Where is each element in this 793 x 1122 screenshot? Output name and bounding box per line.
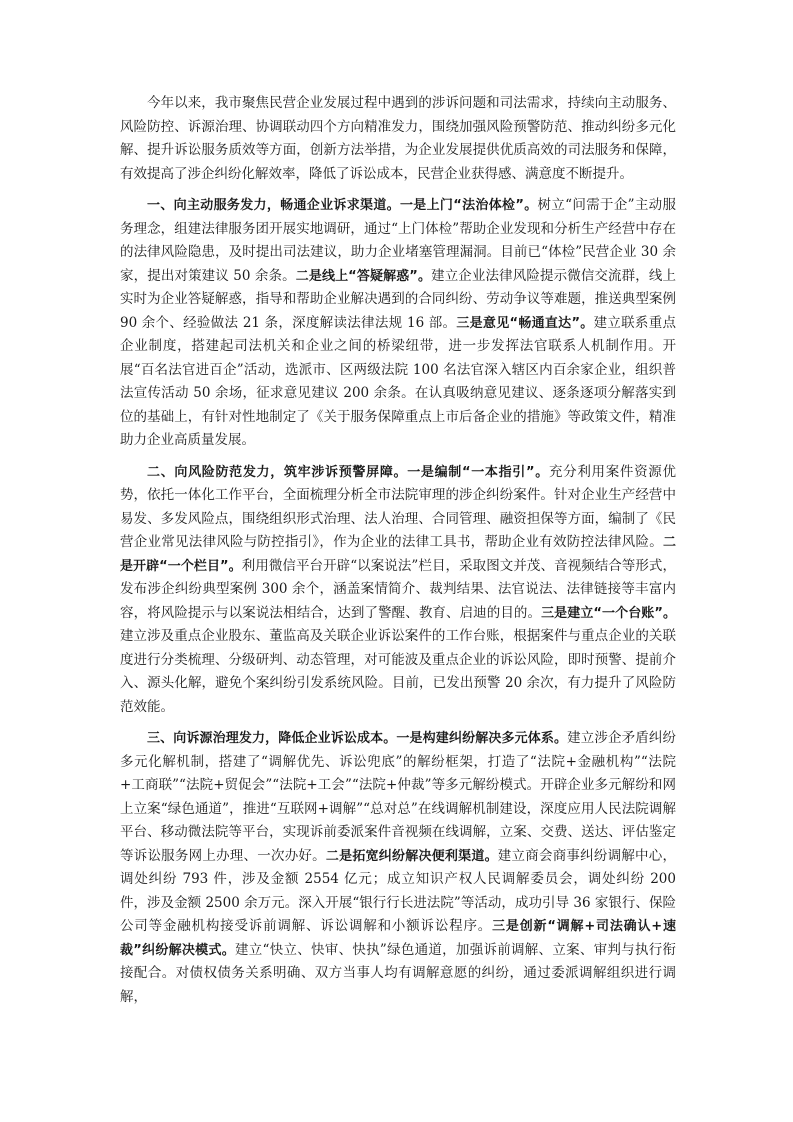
section-1-point-2-heading: 二是线上“答疑解惑”。 — [295, 268, 432, 284]
document-body — [120, 92, 676, 1009]
section-2-point-3-heading: 三是建立“一个台账”。 — [541, 605, 676, 621]
text-segment: 建立商会商事纠纷调解中心，调处纠纷 793 件，涉及金额 2554 亿元；成立知识产权人民调解委员会，调处纠纷 200 件，涉及金额 2500 余万元。深入开展“银行行长进法院”等活动，成功引导 36 家银行、保险公司等金融机构接受诉前调解、诉讼调解和小额诉讼程序。 — [120, 847, 676, 934]
text-segment: 建立“快立、快审、快执”绿色通道，加强诉前调解、立案、审判与执行衔接配合。对债权债务关系明确、双方当事人均有调解意愿的纠纷，通过委派调解组织进行调解， — [120, 941, 676, 1005]
paragraph-section-1 — [120, 194, 676, 453]
section-1-point-3-heading: 三是意见“畅通直达”。 — [456, 315, 594, 331]
text-segment: 建立联系重点企业制度，搭建起司法机关和企业之间的桥梁纽带，进一步发挥法官联系人机制作用。开展“百名法官进百企”活动，选派市、区两级法院 100 名法官深入辖区内百余家企业，组织普法宣传活动 50 余场，征求意见建议 200 余条。在认真吸纳意见建议、逐条逐项分解落实到位的基础上，有针对性地制定了《关于服务保障重点上市后备企业的措施》等政策文件，精准助力企业高质量发展。 — [120, 314, 677, 448]
paragraph-section-2 — [120, 461, 676, 720]
section-3-point-3-heading: 三是创新“调解+司法确认+速裁”纠纷解决模式。 — [120, 919, 676, 958]
text-segment: 利用微信平台开辟“以案说法”栏目，采取图文并茂、音视频结合等形式，发布涉企纠纷典型案例 300 余个，涵盖案情简介、裁判结果、法官说法、法律链接等丰富内容，将风险提示与以案说法相结合，达到了警醒、教育、启迪的目的。 — [120, 557, 676, 621]
paragraph-section-3 — [120, 727, 676, 1009]
section-1-heading: 一、向主动服务发力，畅通企业诉求渠道。一是上门“法治体检”。 — [147, 198, 538, 213]
paragraph-intro — [120, 92, 676, 186]
text-segment: 建立涉企矛盾纠纷多元化解机制，搭建了“调解优先、诉讼兜底”的解纷框架，打造了“法院+金融机构”“法院+工商联”“法院+贸促会”“法院+工会”“法院+仲裁”等多元解纷模式。开辟企业多元解纷和网上立案“绿色通道”，推进“互联网+调解”“总对总”在线调解机制建设，深度应用人民法院调解平台、移动微法院等平台，实现诉前委派案件音视频在线调解，立案、交费、送达、评估鉴定等诉讼服务网上办理、一次办好。 — [120, 730, 676, 864]
text-segment: 树立“问需于企”主动服务理念，组建法律服务团开展实地调研，通过“上门体检”帮助企业发现和分析生产经营中存在的法律风险隐患，及时提出司法建议，助力企业堵塞管理漏洞。目前已“体检”民营企业 30 余家，提出对策建议 50 余条。 — [120, 197, 676, 284]
text-segment: 充分利用案件资源优势，依托一体化工作平台，全面梳理分析全市法院审理的涉企纠纷案件。针对企业生产经营中易发、多发风险点，围绕组织形式治理、法人治理、合同管理、融资担保等方面，编制了《民营企业常见法律风险与防控指引》，作为企业的法律工具书，帮助企业有效防控法律风险。 — [120, 463, 676, 550]
section-3-point-2-heading: 二是拓宽纠纷解决便利渠道。 — [325, 848, 498, 864]
text-segment: 建立涉及重点企业股东、董监高及关联企业诉讼案件的工作台账，根据案件与重点企业的关联度进行分类梳理、分级研判、动态管理，对可能波及重点企业的诉讼风险，即时预警、提前介入、源头化解，避免个案纠纷引发系统风险。目前，已发出预警 20 余次，有力提升了风险防范效能。 — [120, 628, 676, 715]
section-2-heading: 二、向风险防范发力，筑牢涉诉预警屏障。一是编制“一本指引”。 — [147, 464, 549, 480]
section-2-point-2-heading: 二是开辟“一个栏目”。 — [120, 535, 676, 574]
section-3-heading: 三、向诉源治理发力，降低企业诉讼成本。一是构建纠纷解决多元体系。 — [147, 731, 568, 746]
text-segment: 建立企业法律风险提示微信交流群，线上实时为企业答疑解惑，指导和帮助企业解决遇到的合同纠纷、劳动争议等难题，推送典型案例 90 余个、经验做法 21 条，深度解读法律法规 16 部。 — [120, 267, 677, 331]
text-segment: 今年以来，我市聚焦民营企业发展过程中遇到的涉诉问题和司法需求，持续向主动服务、风险防控、诉源治理、协调联动四个方向精准发力，围绕加强风险预警防范、推动纠纷多元化解、提升诉讼服务质效等方面，创新方法举措，为企业发展提供优质高效的司法服务和保障，有效提高了涉企纠纷化解效率，降低了诉讼成本，民营企业获得感、满意度不断提升。 — [120, 95, 676, 182]
